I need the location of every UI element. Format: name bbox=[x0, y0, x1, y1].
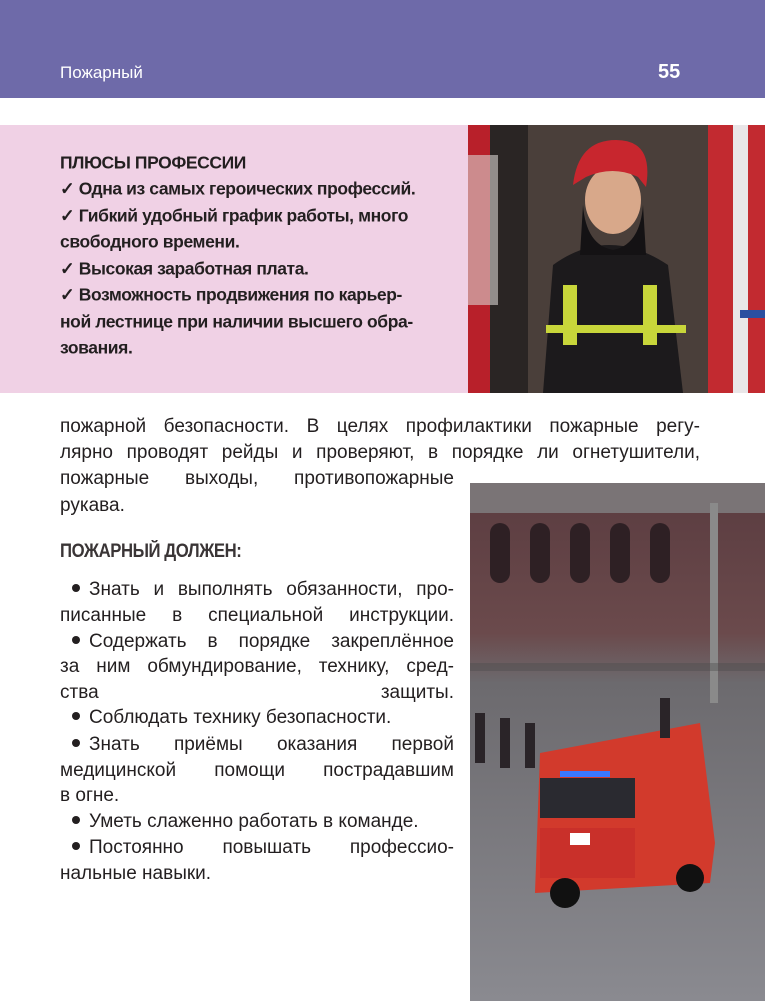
duty-line bbox=[60, 837, 454, 859]
duty-text: нальные навыки. bbox=[60, 863, 212, 884]
pros-line: ной лестнице при наличии высшего обра- bbox=[60, 311, 413, 332]
fire-truck-photo bbox=[470, 483, 765, 1001]
bullet-icon bbox=[72, 842, 80, 850]
duty-line bbox=[60, 785, 119, 807]
body-line: рукава. bbox=[60, 495, 125, 516]
duty-text: ства защиты. bbox=[60, 682, 454, 703]
section-title: Пожарный bbox=[60, 63, 143, 82]
duty-text: писанные в специальной инструкции. bbox=[60, 605, 454, 626]
duty-text: Содержать в порядке закреплённое bbox=[89, 631, 454, 652]
duty-line bbox=[60, 707, 391, 729]
duty-line bbox=[60, 579, 454, 601]
duty-line bbox=[60, 811, 419, 833]
duty-line bbox=[60, 682, 454, 704]
body-line: лярно проводят рейды и проверяют, в порядке ли огнетушители, bbox=[60, 442, 700, 463]
duty-text: Знать и выполнять обязанности, про- bbox=[89, 579, 454, 600]
duties-heading: ПОЖАРНЫЙ ДОЛЖЕН: bbox=[60, 541, 242, 562]
pros-line: зования. bbox=[60, 337, 133, 358]
page-header bbox=[0, 0, 765, 98]
duty-line bbox=[60, 734, 454, 756]
duty-text: медицинской помощи пострадавшим bbox=[60, 760, 454, 781]
bullet-icon bbox=[72, 584, 80, 592]
duty-text: за ним обмундирование, технику, сред- bbox=[60, 656, 454, 677]
duty-line bbox=[60, 631, 454, 653]
pros-line: ✓ Высокая заработная плата. bbox=[60, 258, 309, 279]
duty-text: Постоянно повышать профессио- bbox=[89, 837, 454, 858]
body-line: пожарные выходы, противопожарные bbox=[60, 468, 454, 489]
bullet-icon bbox=[72, 636, 80, 644]
duty-text: в огне. bbox=[60, 785, 120, 806]
duty-line bbox=[60, 656, 454, 678]
duty-line bbox=[60, 605, 454, 627]
bullet-icon bbox=[72, 739, 80, 747]
pros-line: ✓ Возможность продвижения по карьер- bbox=[60, 284, 402, 305]
pros-line: ✓ Одна из самых героических профессий. bbox=[60, 178, 416, 199]
pros-line: свободного времени. bbox=[60, 231, 240, 252]
duty-text: Уметь слаженно работать в команде. bbox=[89, 811, 419, 832]
duty-text: Знать приёмы оказания первой bbox=[89, 734, 454, 755]
duty-text: Соблюдать технику безопасности. bbox=[89, 707, 392, 728]
pros-title: ПЛЮСЫ ПРОФЕССИИ bbox=[60, 152, 246, 173]
bullet-icon bbox=[72, 816, 80, 824]
duty-line bbox=[60, 863, 211, 885]
bullet-icon bbox=[72, 712, 80, 720]
firefighter-photo bbox=[468, 125, 765, 393]
body-line: пожарной безопасности. В целях профилактики пожарные регу- bbox=[60, 416, 700, 437]
pros-line: ✓ Гибкий удобный график работы, много bbox=[60, 205, 409, 226]
page-number: 55 bbox=[658, 61, 681, 83]
duty-line bbox=[60, 760, 454, 782]
